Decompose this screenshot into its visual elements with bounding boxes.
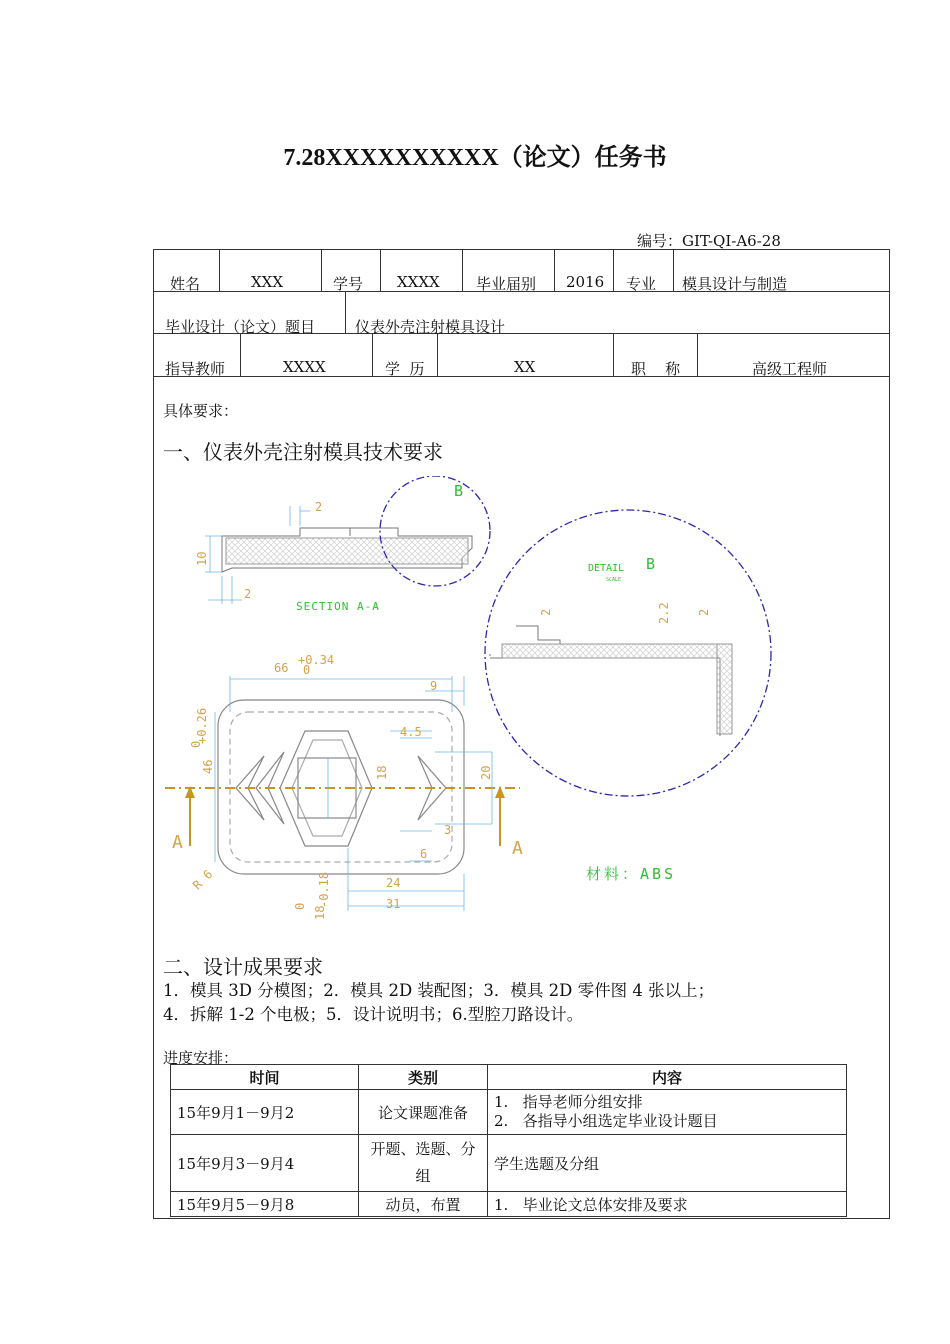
header-content: 内容 — [488, 1065, 847, 1090]
detail-label: DETAIL — [588, 563, 625, 574]
col-divider — [554, 249, 555, 291]
detail-dim-2a: 2 — [539, 608, 553, 616]
detail-id: B — [646, 555, 656, 573]
topic-label: 毕业设计（论文）题目 — [165, 318, 316, 336]
row-time: 15年9月5－9月8 — [171, 1192, 359, 1217]
cut-label-left: A — [172, 832, 183, 853]
schedule-header-row — [171, 1065, 847, 1090]
detail-view — [490, 626, 732, 736]
document-number: 编号：GIT-QI-A6-28 — [637, 232, 781, 250]
dim-2-top: 2 — [315, 500, 323, 514]
graduation-year-value: 2016 — [566, 273, 605, 291]
cut-label-right: A — [512, 838, 523, 859]
plan-dimension-lines — [215, 676, 492, 911]
table-row — [171, 1192, 847, 1217]
dim-6: 6 — [420, 847, 428, 861]
row-type: 动员，布置 — [359, 1192, 488, 1217]
document-title: 7.28XXXXXXXXXX（论文）任务书 — [283, 145, 667, 171]
name-value: XXX — [251, 273, 284, 291]
section-2-heading: 二、设计成果要求 — [163, 955, 323, 979]
col-divider — [219, 249, 220, 291]
col-divider — [613, 333, 614, 376]
dim-24: 24 — [386, 876, 401, 890]
dim-18: 18 — [375, 765, 389, 780]
dim-10: 10 — [195, 551, 209, 566]
circle-label-b: B — [454, 482, 464, 500]
requirements-label: 具体要求： — [163, 402, 239, 420]
col-divider — [437, 333, 438, 376]
row-content — [488, 1090, 847, 1135]
dim-18b-tol: -0.18 — [317, 871, 331, 908]
education-label: 学 历 — [385, 360, 425, 378]
header-type: 类别 — [359, 1065, 488, 1090]
col-divider — [462, 249, 463, 291]
detail-dim-2-2: 2.2 — [657, 602, 671, 624]
section-view — [222, 528, 472, 572]
major-value: 模具设计与制造 — [682, 275, 788, 293]
dim-2-bottom: 2 — [244, 587, 252, 601]
dim-20: 20 — [479, 765, 493, 780]
dim-9: 9 — [430, 679, 438, 693]
table-row — [171, 1135, 847, 1192]
dim-31: 31 — [386, 897, 401, 911]
col-divider — [321, 249, 322, 291]
dim-18b-tol2: 0 — [293, 902, 307, 910]
row-content: 1. 毕业论文总体安排及要求 — [488, 1192, 847, 1217]
table-row — [171, 1090, 847, 1135]
scale-label: SCALE — [606, 577, 622, 583]
col-divider — [613, 249, 614, 291]
name-label: 姓名 — [170, 275, 201, 293]
dim-46-tol2: 0 — [189, 740, 203, 748]
row-type: 开题、选题、分组 — [359, 1135, 488, 1192]
section-1-heading: 一、仪表外壳注射模具技术要求 — [163, 440, 443, 464]
title-rank-label: 职 称 — [631, 360, 681, 378]
advisor-value: XXXX — [283, 358, 326, 376]
dim-r6: R 6 — [190, 867, 216, 893]
topic-value: 仪表外壳注射模具设计 — [355, 318, 506, 336]
material-label: 材料：ABS — [586, 865, 677, 883]
content-line: 1. 指导老师分组安排 — [494, 1093, 643, 1111]
results-line-1: 1．模具 3D 分模图；2．模具 2D 装配图；3．模具 2D 零件图 4 张以上； — [163, 981, 715, 1000]
dim-66-tol2: 0 — [303, 663, 311, 677]
major-label: 专业 — [626, 275, 657, 293]
advisor-label: 指导教师 — [165, 360, 226, 378]
detail-circle-small — [380, 476, 490, 586]
row-time: 15年9月1－9月2 — [171, 1090, 359, 1135]
dim-4-5: 4.5 — [400, 725, 422, 739]
row-type: 论文课题准备 — [359, 1090, 488, 1135]
dim-66-tol: +0.34 — [298, 653, 335, 667]
section-label: SECTION A-A — [296, 600, 380, 613]
col-divider — [673, 249, 674, 291]
mold-drawing — [160, 476, 780, 926]
dim-46-tol: +0.26 — [195, 707, 209, 744]
schedule-table — [170, 1064, 847, 1217]
dim-3: 3 — [444, 823, 452, 837]
row-time: 15年9月3－9月4 — [171, 1135, 359, 1192]
dim-66: 66 — [274, 661, 289, 675]
cut-arrowhead-right — [495, 786, 505, 798]
col-divider — [372, 333, 373, 376]
col-divider — [380, 249, 381, 291]
dim-46: 46 — [201, 759, 215, 774]
graduation-year-label: 毕业届别 — [476, 275, 537, 293]
col-divider — [345, 291, 346, 333]
header-time: 时间 — [171, 1065, 359, 1090]
detail-dim-2b: 2 — [697, 608, 711, 616]
student-id-value: XXXX — [397, 273, 440, 291]
education-value: XX — [514, 358, 536, 376]
col-divider — [240, 333, 241, 376]
content-line: 2. 各指导小组选定毕业设计题目 — [494, 1112, 718, 1130]
title-rank-value: 高级工程师 — [752, 360, 828, 378]
schedule-label: 进度安排： — [163, 1049, 239, 1067]
dim-18b: 18 — [313, 905, 327, 920]
results-line-2: 4．拆解 1-2 个电极；5．设计说明书；6.型腔刀路设计。 — [163, 1005, 584, 1024]
student-id-label: 学号 — [333, 275, 364, 293]
col-divider — [697, 333, 698, 376]
row-content: 学生选题及分组 — [488, 1135, 847, 1192]
